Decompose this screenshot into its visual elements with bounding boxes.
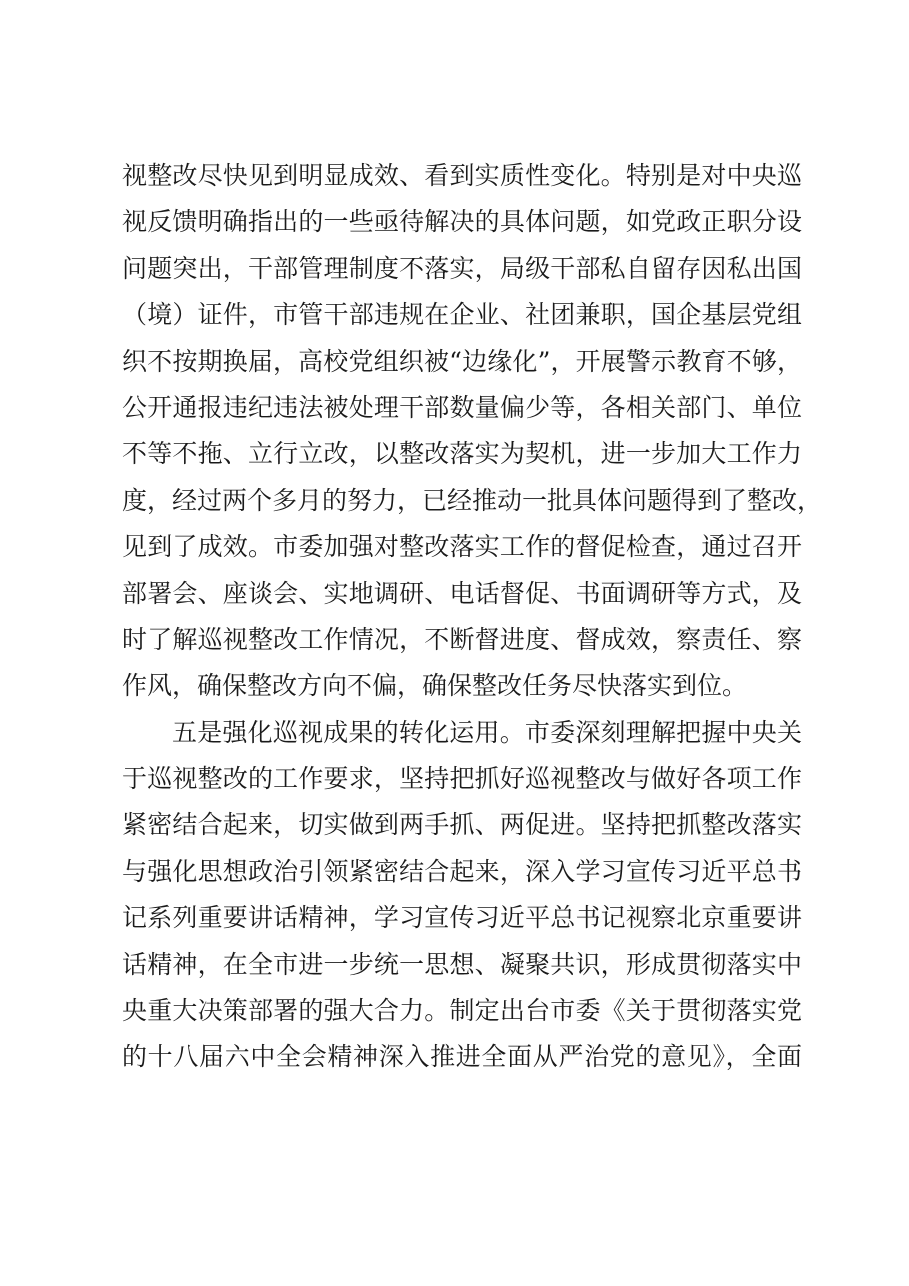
text-line: 五是强化巡视成果的转化运用。市委深刻理解把握中央关 [172, 717, 802, 747]
text-line: 于巡视整改的工作要求，坚持把抓好巡视整改与做好各项工作 [122, 764, 802, 794]
text-line: 织不按期换届，高校党组织被“边缘化”，开展警示教育不够， [122, 346, 802, 376]
text-line: 记系列重要讲话精神，学习宣传习近平总书记视察北京重要讲 [122, 903, 802, 933]
body-text [122, 153, 823, 1081]
text-line: 度，经过两个多月的努力，已经推动一批具体问题得到了整改， [122, 485, 823, 515]
text-line: 话精神，在全市进一步统一思想、凝聚共识，形成贯彻落实中 [122, 949, 802, 979]
paragraph-2 [122, 710, 802, 1081]
text-line: 的十八届六中全会精神深入推进全面从严治党的意见》，全面 [122, 1042, 802, 1072]
text-line: 不等不拖、立行立改，以整改落实为契机，进一步加大工作力 [122, 439, 802, 469]
text-line: 视整改尽快见到明显成效、看到实质性变化。特别是对中央巡 [122, 161, 802, 190]
text-line: 视反馈明确指出的一些亟待解决的具体问题，如党政正职分设 [122, 207, 802, 237]
text-line: 见到了成效。市委加强对整改落实工作的督促检查，通过召开 [122, 532, 802, 562]
paragraph-1 [122, 153, 823, 710]
text-line: 时了解巡视整改工作情况，不断督进度、督成效，察责任、察 [122, 624, 802, 654]
text-line: 与强化思想政治引领紧密结合起来，深入学习宣传习近平总书 [122, 856, 802, 886]
text-line: 紧密结合起来，切实做到两手抓、两促进。坚持把抓整改落实 [122, 810, 802, 840]
text-line: 部署会、座谈会、实地调研、电话督促、书面调研等方式，及 [122, 578, 802, 608]
text-line: 公开通报违纪违法被处理干部数量偏少等，各相关部门、单位 [122, 392, 802, 422]
text-line: 问题突出，干部管理制度不落实，局级干部私自留存因私出国 [122, 253, 802, 283]
text-line: 作风，确保整改方向不偏，确保整改任务尽快落实到位。 [122, 671, 748, 701]
text-line: （境）证件，市管干部违规在企业、社团兼职，国企基层党组 [122, 300, 802, 330]
text-line: 央重大决策部署的强大合力。制定出台市委《关于贯彻落实党 [122, 996, 802, 1026]
